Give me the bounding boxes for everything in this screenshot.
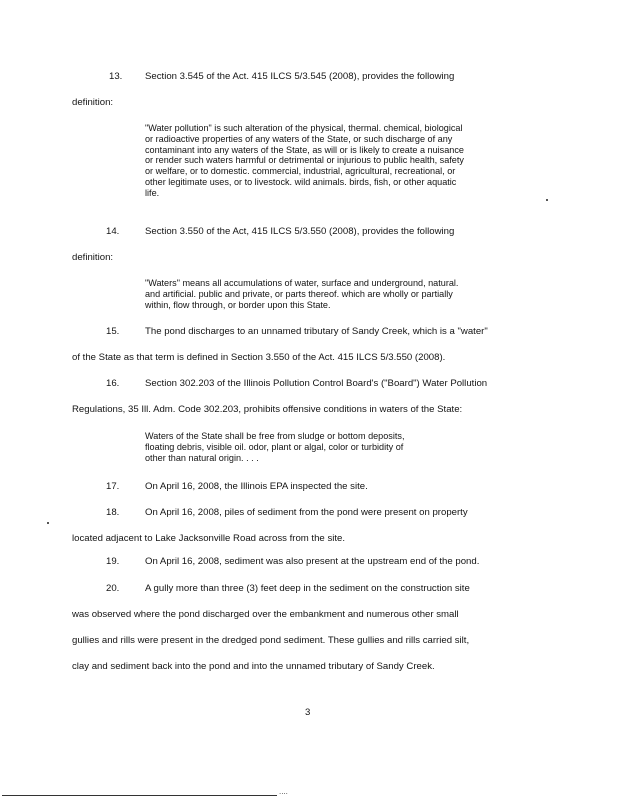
quote-line: other than natural origin. . . . [145,452,259,463]
paragraph-16-text: Section 302.203 of the Illinois Pollution Control Board's ("Board") Water Pollution [145,378,488,389]
paragraph-15-text-cont: of the State as that term is defined in Section 3.550 of the Act. 415 ILCS 5/3.550 (2008). [72,352,446,363]
paragraph-20-text: A gully more than three (3) feet deep in the sediment on the construction site [145,583,470,594]
scan-speck [47,522,49,524]
paragraph-18-number: 18. [106,507,120,518]
quote-line: "Waters" means all accumulations of water, surface and underground, natural. [145,278,459,288]
paragraph-14-text: Section 3.550 of the Act, 415 ILCS 5/3.550 (2008), provides the following [145,226,455,237]
paragraph-19-text: On April 16, 2008, sediment was also present at the upstream end of the pond. [145,556,480,567]
quote-line: life. [145,187,160,198]
paragraph-20-text-cont-3: clay and sediment back into the pond and into the unnamed tributary of Sandy Creek. [72,661,435,672]
footer-dots: .... [279,787,288,796]
quote-line: Waters of the State shall be free from sludge or bottom deposits, [145,431,405,441]
paragraph-18-text-cont: located adjacent to Lake Jacksonville Road across from the site. [72,533,346,544]
paragraph-14-number: 14. [106,226,120,237]
paragraph-15-number: 15. [106,326,120,337]
quote-line: and artificial. public and private, or parts thereof. which are wholly or partially [145,288,453,299]
quote-line: or welfare, or to domestic. commercial, industrial, agricultural, recreational, or [145,166,456,177]
paragraph-17-number: 17. [106,481,120,492]
quote-line: "Water pollution" is such alteration of the physical, thermal. chemical, biological [145,123,463,133]
paragraph-16-number: 16. [106,378,120,389]
quote-line: or radioactive properties of any waters of the State, or such discharge of any [145,133,453,144]
paragraph-18-text: On April 16, 2008, piles of sediment from the pond were present on property [145,507,468,518]
paragraph-13-text: Section 3.545 of the Act. 415 ILCS 5/3.545 (2008), provides the following [145,71,455,82]
paragraph-20-text-cont-2: gullies and rills were present in the dredged pond sediment. These gullies and rills carried silt, [72,635,470,646]
paragraph-13-number: 13. [109,71,123,82]
block-quote-water-pollution [145,123,545,199]
paragraph-16-text-cont: Regulations, 35 Ill. Adm. Code 302.203, prohibits offensive conditions in waters of the State: [72,404,463,415]
paragraph-19-number: 19. [106,556,120,567]
block-quote-offensive-conditions [145,431,545,463]
quote-line: within, flow through, or border upon this State. [145,299,331,310]
footer-rule [2,795,277,796]
paragraph-20-text-cont-1: was observed where the pond discharged over the embankment and numerous other small [72,609,459,620]
quote-line: other legitimate uses, or to livestock. wild animals. birds, fish, or other aquatic [145,176,457,187]
quote-line: contaminant into any waters of the State, as will or is likely to create a nuisance [145,144,464,155]
paragraph-13-text-cont: definition: [72,97,114,108]
paragraph-17-text: On April 16, 2008, the Illinois EPA inspected the site. [145,481,368,492]
paragraph-15-text: The pond discharges to an unnamed tributary of Sandy Creek, which is a "water" [145,326,488,337]
page-number: 3 [305,707,311,718]
quote-line: or render such waters harmful or detrimental or injurious to public health, safety [145,155,464,166]
block-quote-waters [145,278,545,310]
quote-line: floating debris, visible oil. odor, plant or algal, color or turbidity of [145,441,404,452]
paragraph-20-number: 20. [106,583,120,594]
paragraph-14-text-cont: definition: [72,252,114,263]
scan-speck [546,199,548,201]
